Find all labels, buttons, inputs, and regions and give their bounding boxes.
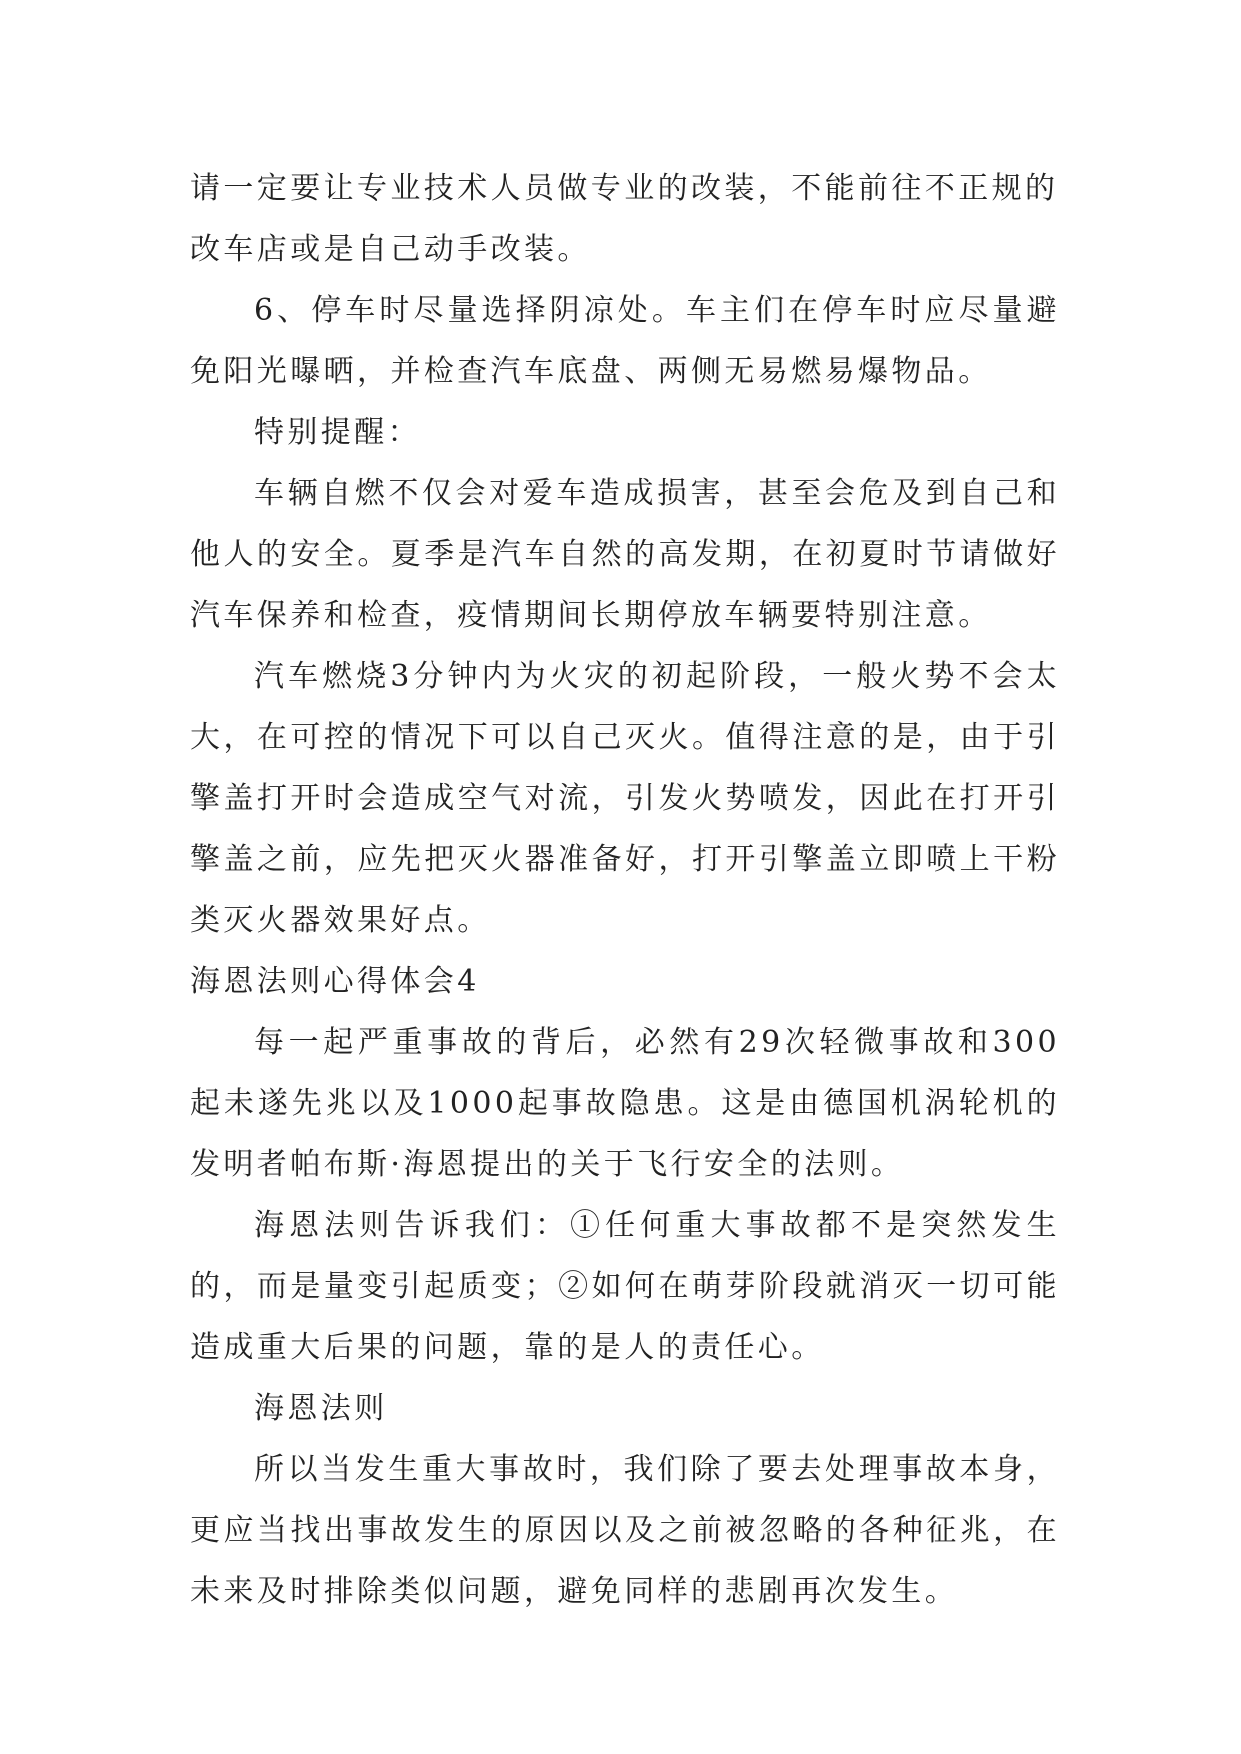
special-reminder-label: 特别提醒： (254, 415, 421, 450)
body-paragraph: 所以当发生重大事故时，我们除了要去处理事故本身，更应当找出事故发生的原因以及之前被忽略的各种征兆，在未来及时排除类似问题，避免同样的悲剧再次发生。 (190, 1452, 1060, 1609)
section-heading: 海恩法则心得体会4 (190, 964, 480, 999)
body-paragraph: 海恩法则告诉我们：①任何重大事故都不是突然发生的，而是量变引起质变；②如何在萌芽阶段就消灭一切可能造成重大后果的问题，靠的是人的责任心。 (190, 1208, 1060, 1365)
subheading-paragraph: 海恩法则 (254, 1391, 388, 1426)
body-paragraph: 汽车燃烧3分钟内为火灾的初起阶段，一般火势不会太大，在可控的情况下可以自己灭火。值得注意的是，由于引擎盖打开时会造成空气对流，引发火势喷发，因此在打开引擎盖之前，应先把灭火器准备好，打开引擎盖立即喷上干粉类灭火器效果好点。 (190, 659, 1060, 938)
body-paragraph: 车辆自燃不仅会对爱车造成损害，甚至会危及到自己和他人的安全。夏季是汽车自然的高发期，在初夏时节请做好汽车保养和检查，疫情期间长期停放车辆要特别注意。 (190, 476, 1060, 633)
continuation-paragraph: 请一定要让专业技术人员做专业的改装，不能前往不正规的改车店或是自己动手改装。 (190, 171, 1059, 267)
document-body (190, 158, 1060, 1622)
tip-paragraph-6: 6、停车时尽量选择阴凉处。车主们在停车时应尽量避免阳光曝晒，并检查汽车底盘、两侧无易燃易爆物品。 (190, 293, 1060, 389)
body-paragraph: 每一起严重事故的背后，必然有29次轻微事故和300起未遂先兆以及1000起事故隐患。这是由德国机涡轮机的发明者帕布斯·海恩提出的关于飞行安全的法则。 (190, 1025, 1060, 1182)
